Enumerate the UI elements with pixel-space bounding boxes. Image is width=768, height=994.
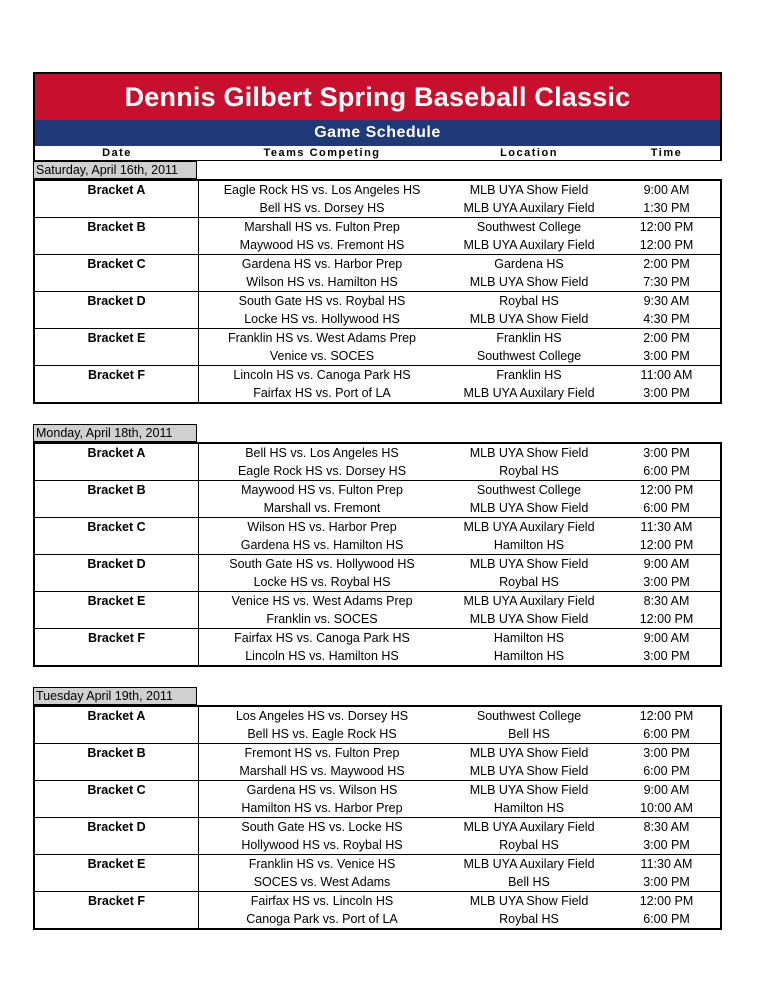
game-location: Franklin HS bbox=[496, 331, 562, 345]
game-row bbox=[199, 462, 720, 480]
game-time: 9:30 AM bbox=[643, 294, 690, 308]
game-row bbox=[199, 255, 720, 273]
game-location: Bell HS bbox=[508, 875, 550, 889]
day-label: Tuesday April 19th, 2011 bbox=[33, 687, 197, 705]
game-row bbox=[199, 836, 720, 854]
bracket-label: Bracket D bbox=[35, 292, 199, 328]
game-time: 3:00 PM bbox=[643, 386, 690, 400]
game-teams: Marshall HS vs. Maywood HS bbox=[239, 764, 405, 778]
game-teams: Hollywood HS vs. Roybal HS bbox=[241, 838, 403, 852]
bracket-games bbox=[199, 329, 720, 365]
game-time: 6:00 PM bbox=[643, 912, 690, 926]
game-location: MLB UYA Show Field bbox=[469, 612, 589, 626]
bracket-group bbox=[35, 855, 720, 892]
bracket-group bbox=[35, 444, 720, 481]
game-time: 4:30 PM bbox=[643, 312, 690, 326]
bracket-games bbox=[199, 292, 720, 328]
game-time: 9:00 AM bbox=[643, 183, 690, 197]
game-time: 8:30 AM bbox=[643, 594, 690, 608]
game-time: 9:00 AM bbox=[643, 557, 690, 571]
game-time: 11:30 AM bbox=[640, 857, 693, 871]
game-teams: South Gate HS vs. Locke HS bbox=[241, 820, 403, 834]
game-row bbox=[199, 555, 720, 573]
game-location: Roybal HS bbox=[499, 912, 559, 926]
bracket-label: Bracket F bbox=[35, 892, 199, 928]
game-time: 12:00 PM bbox=[639, 238, 694, 252]
bracket-label: Bracket B bbox=[35, 481, 199, 517]
game-teams: Venice vs. SOCES bbox=[269, 349, 375, 363]
game-row bbox=[199, 536, 720, 554]
game-time: 9:00 AM bbox=[643, 631, 690, 645]
bracket-games bbox=[199, 855, 720, 891]
game-row bbox=[199, 855, 720, 873]
game-teams: Franklin HS vs. Venice HS bbox=[248, 857, 396, 871]
game-location: Franklin HS bbox=[496, 368, 562, 382]
game-location: Hamilton HS bbox=[493, 801, 565, 815]
game-teams: Bell HS vs. Eagle Rock HS bbox=[247, 727, 397, 741]
game-time: 12:00 PM bbox=[639, 483, 694, 497]
game-time: 11:30 AM bbox=[640, 520, 693, 534]
game-teams: Maywood HS vs. Fremont HS bbox=[239, 238, 405, 252]
game-location: MLB UYA Show Field bbox=[469, 446, 589, 460]
game-location: MLB UYA Auxilary Field bbox=[463, 594, 595, 608]
day-section bbox=[33, 687, 722, 930]
game-teams: Fairfax HS vs. Canoga Park HS bbox=[234, 631, 410, 645]
bracket-group bbox=[35, 707, 720, 744]
game-location: MLB UYA Show Field bbox=[469, 501, 589, 515]
bracket-group bbox=[35, 744, 720, 781]
bracket-label: Bracket D bbox=[35, 818, 199, 854]
day-section bbox=[33, 161, 722, 404]
game-row bbox=[199, 273, 720, 291]
game-teams: South Gate HS vs. Roybal HS bbox=[238, 294, 406, 308]
game-row bbox=[199, 818, 720, 836]
game-location: Southwest College bbox=[476, 220, 582, 234]
day-table bbox=[33, 179, 722, 404]
bracket-group bbox=[35, 781, 720, 818]
game-row bbox=[199, 647, 720, 665]
game-location: Hamilton HS bbox=[493, 538, 565, 552]
game-location: MLB UYA Auxilary Field bbox=[463, 201, 595, 215]
game-time: 12:00 PM bbox=[639, 538, 694, 552]
game-teams: Fremont HS vs. Fulton Prep bbox=[244, 746, 400, 760]
game-teams: Lincoln HS vs. Hamilton HS bbox=[245, 649, 399, 663]
game-time: 8:30 AM bbox=[643, 820, 690, 834]
game-time: 2:00 PM bbox=[643, 257, 690, 271]
game-teams: South Gate HS vs. Hollywood HS bbox=[229, 557, 415, 571]
bracket-label: Bracket A bbox=[35, 181, 199, 217]
bracket-games bbox=[199, 555, 720, 591]
game-row bbox=[199, 762, 720, 780]
game-location: MLB UYA Show Field bbox=[469, 557, 589, 571]
game-row bbox=[199, 744, 720, 762]
bracket-group bbox=[35, 481, 720, 518]
game-time: 12:00 PM bbox=[639, 220, 694, 234]
game-row bbox=[199, 199, 720, 217]
bracket-games bbox=[199, 218, 720, 254]
game-time: 3:00 PM bbox=[643, 649, 690, 663]
game-row bbox=[199, 444, 720, 462]
page-subtitle: Game Schedule bbox=[314, 124, 441, 141]
game-teams: Lincoln HS vs. Canoga Park HS bbox=[233, 368, 411, 382]
bracket-label: Bracket E bbox=[35, 855, 199, 891]
bracket-group bbox=[35, 218, 720, 255]
game-location: Hamilton HS bbox=[493, 649, 565, 663]
game-teams: Marshall HS vs. Fulton Prep bbox=[244, 220, 400, 234]
game-row bbox=[199, 629, 720, 647]
game-location: MLB UYA Show Field bbox=[469, 275, 589, 289]
game-location: Bell HS bbox=[508, 727, 550, 741]
day-table bbox=[33, 705, 722, 930]
section-gap bbox=[33, 667, 722, 687]
bracket-games bbox=[199, 818, 720, 854]
game-location: Southwest College bbox=[476, 483, 582, 497]
game-row bbox=[199, 799, 720, 817]
game-location: MLB UYA Show Field bbox=[469, 183, 589, 197]
game-teams: Gardena HS vs. Hamilton HS bbox=[240, 538, 404, 552]
subtitle-banner bbox=[33, 120, 722, 146]
column-header-teams: Teams Competing bbox=[263, 147, 381, 159]
section-gap bbox=[33, 404, 722, 424]
game-time: 12:00 PM bbox=[639, 612, 694, 626]
game-teams: Bell HS vs. Los Angeles HS bbox=[245, 446, 399, 460]
game-teams: Marshall vs. Fremont bbox=[263, 501, 381, 515]
game-location: Roybal HS bbox=[499, 464, 559, 478]
game-location: Roybal HS bbox=[499, 294, 559, 308]
game-time: 3:00 PM bbox=[643, 446, 690, 460]
game-location: MLB UYA Show Field bbox=[469, 894, 589, 908]
game-row bbox=[199, 236, 720, 254]
game-row bbox=[199, 892, 720, 910]
bracket-label: Bracket A bbox=[35, 444, 199, 480]
column-header-location: Location bbox=[500, 147, 558, 159]
game-teams: Gardena HS vs. Harbor Prep bbox=[241, 257, 403, 271]
game-row bbox=[199, 329, 720, 347]
schedule-days bbox=[33, 161, 722, 930]
game-teams: Canoga Park vs. Port of LA bbox=[246, 912, 398, 926]
bracket-label: Bracket F bbox=[35, 629, 199, 665]
game-teams: SOCES vs. West Adams bbox=[253, 875, 391, 889]
bracket-group bbox=[35, 255, 720, 292]
game-location: MLB UYA Show Field bbox=[469, 312, 589, 326]
bracket-games bbox=[199, 892, 720, 928]
game-teams: Los Angeles HS vs. Dorsey HS bbox=[235, 709, 409, 723]
game-row bbox=[199, 384, 720, 402]
game-row bbox=[199, 592, 720, 610]
day-label: Monday, April 18th, 2011 bbox=[33, 424, 197, 442]
bracket-group bbox=[35, 892, 720, 928]
bracket-games bbox=[199, 781, 720, 817]
game-time: 3:00 PM bbox=[643, 875, 690, 889]
game-row bbox=[199, 518, 720, 536]
game-teams: Franklin vs. SOCES bbox=[266, 612, 378, 626]
bracket-games bbox=[199, 707, 720, 743]
game-teams: Maywood HS vs. Fulton Prep bbox=[241, 483, 403, 497]
bracket-games bbox=[199, 481, 720, 517]
bracket-label: Bracket A bbox=[35, 707, 199, 743]
game-row bbox=[199, 347, 720, 365]
game-location: Gardena HS bbox=[494, 257, 564, 271]
game-row bbox=[199, 366, 720, 384]
game-location: MLB UYA Show Field bbox=[469, 746, 589, 760]
game-teams: Fairfax HS vs. Port of LA bbox=[253, 386, 391, 400]
game-time: 6:00 PM bbox=[643, 464, 690, 478]
game-row bbox=[199, 310, 720, 328]
bracket-label: Bracket B bbox=[35, 218, 199, 254]
bracket-games bbox=[199, 366, 720, 402]
game-row bbox=[199, 573, 720, 591]
game-row bbox=[199, 481, 720, 499]
bracket-group bbox=[35, 329, 720, 366]
game-time: 2:00 PM bbox=[643, 331, 690, 345]
bracket-label: Bracket B bbox=[35, 744, 199, 780]
game-time: 12:00 PM bbox=[639, 709, 694, 723]
game-row bbox=[199, 781, 720, 799]
bracket-group bbox=[35, 518, 720, 555]
bracket-group bbox=[35, 592, 720, 629]
page-title: Dennis Gilbert Spring Baseball Classic bbox=[124, 81, 631, 112]
game-teams: Venice HS vs. West Adams Prep bbox=[231, 594, 413, 608]
bracket-group bbox=[35, 555, 720, 592]
game-teams: Wilson HS vs. Hamilton HS bbox=[246, 275, 398, 289]
bracket-label: Bracket C bbox=[35, 518, 199, 554]
game-teams: Eagle Rock HS vs. Dorsey HS bbox=[237, 464, 407, 478]
game-location: Hamilton HS bbox=[493, 631, 565, 645]
game-time: 3:00 PM bbox=[643, 575, 690, 589]
bracket-label: Bracket E bbox=[35, 592, 199, 628]
bracket-games bbox=[199, 444, 720, 480]
game-location: MLB UYA Auxilary Field bbox=[463, 520, 595, 534]
game-time: 11:00 AM bbox=[640, 368, 693, 382]
game-row bbox=[199, 873, 720, 891]
column-header-time: Time bbox=[650, 147, 683, 159]
game-row bbox=[199, 610, 720, 628]
game-row bbox=[199, 292, 720, 310]
game-teams: Bell HS vs. Dorsey HS bbox=[259, 201, 385, 215]
game-location: Roybal HS bbox=[499, 838, 559, 852]
bracket-games bbox=[199, 181, 720, 217]
game-location: Southwest College bbox=[476, 349, 582, 363]
bracket-label: Bracket E bbox=[35, 329, 199, 365]
bracket-games bbox=[199, 629, 720, 665]
game-time: 10:00 AM bbox=[640, 801, 693, 815]
game-time: 3:00 PM bbox=[643, 746, 690, 760]
bracket-label: Bracket C bbox=[35, 781, 199, 817]
day-section bbox=[33, 424, 722, 667]
schedule-sheet bbox=[33, 72, 722, 930]
game-teams: Locke HS vs. Hollywood HS bbox=[244, 312, 400, 326]
game-location: Southwest College bbox=[476, 709, 582, 723]
bracket-label: Bracket C bbox=[35, 255, 199, 291]
game-row bbox=[199, 181, 720, 199]
game-time: 9:00 AM bbox=[643, 783, 690, 797]
bracket-group bbox=[35, 292, 720, 329]
bracket-group bbox=[35, 181, 720, 218]
game-teams: Gardena HS vs. Wilson HS bbox=[246, 783, 398, 797]
day-label: Saturday, April 16th, 2011 bbox=[33, 161, 197, 179]
column-header-date: Date bbox=[102, 147, 132, 159]
game-location: Roybal HS bbox=[499, 575, 559, 589]
game-row bbox=[199, 218, 720, 236]
game-location: MLB UYA Auxilary Field bbox=[463, 238, 595, 252]
game-time: 12:00 PM bbox=[639, 894, 694, 908]
bracket-label: Bracket F bbox=[35, 366, 199, 402]
game-time: 1:30 PM bbox=[643, 201, 690, 215]
bracket-group bbox=[35, 818, 720, 855]
game-time: 6:00 PM bbox=[643, 727, 690, 741]
game-time: 3:00 PM bbox=[643, 349, 690, 363]
game-location: MLB UYA Auxilary Field bbox=[463, 386, 595, 400]
game-time: 6:00 PM bbox=[643, 501, 690, 515]
day-table bbox=[33, 442, 722, 667]
game-row bbox=[199, 910, 720, 928]
bracket-games bbox=[199, 744, 720, 780]
game-row bbox=[199, 725, 720, 743]
game-time: 7:30 PM bbox=[643, 275, 690, 289]
game-row bbox=[199, 499, 720, 517]
game-teams: Wilson HS vs. Harbor Prep bbox=[247, 520, 397, 534]
game-location: MLB UYA Show Field bbox=[469, 764, 589, 778]
bracket-games bbox=[199, 255, 720, 291]
game-teams: Franklin HS vs. West Adams Prep bbox=[227, 331, 417, 345]
bracket-games bbox=[199, 518, 720, 554]
game-teams: Fairfax HS vs. Lincoln HS bbox=[250, 894, 394, 908]
game-teams: Eagle Rock HS vs. Los Angeles HS bbox=[223, 183, 421, 197]
game-location: MLB UYA Auxilary Field bbox=[463, 820, 595, 834]
bracket-games bbox=[199, 592, 720, 628]
title-banner bbox=[33, 72, 722, 120]
game-location: MLB UYA Auxilary Field bbox=[463, 857, 595, 871]
game-teams: Hamilton HS vs. Harbor Prep bbox=[241, 801, 403, 815]
game-location: MLB UYA Show Field bbox=[469, 783, 589, 797]
game-time: 6:00 PM bbox=[643, 764, 690, 778]
game-time: 3:00 PM bbox=[643, 838, 690, 852]
column-header-row bbox=[33, 146, 722, 161]
bracket-label: Bracket D bbox=[35, 555, 199, 591]
game-row bbox=[199, 707, 720, 725]
game-teams: Locke HS vs. Roybal HS bbox=[253, 575, 391, 589]
bracket-group bbox=[35, 366, 720, 402]
bracket-group bbox=[35, 629, 720, 665]
